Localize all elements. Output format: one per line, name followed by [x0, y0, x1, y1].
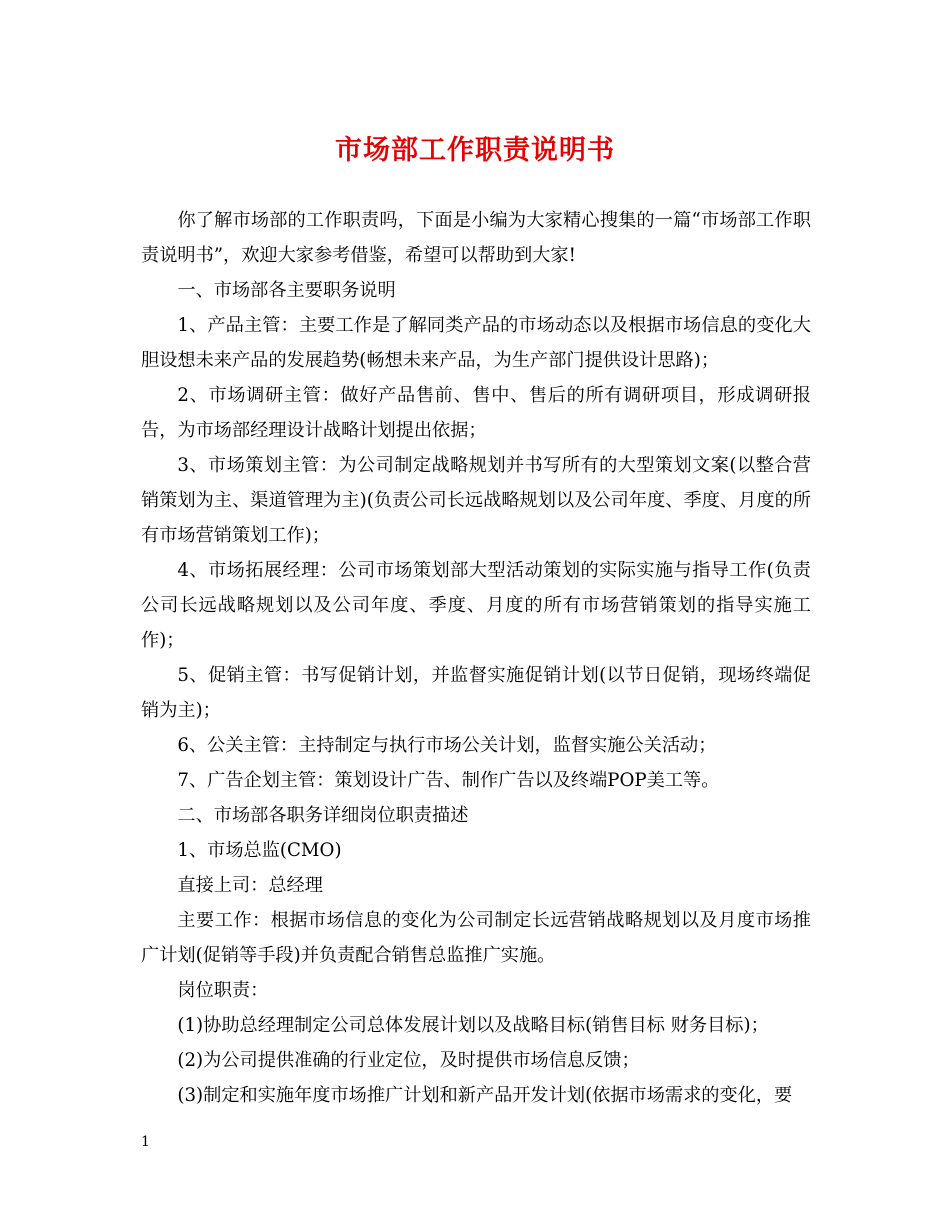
- section-heading-1: 一、市场部各主要职务说明: [177, 280, 396, 301]
- paragraph-item: 2、市场调研主管：做好产品售前、售中、售后的所有调研项目，形成调研报告，为市场部经理设计战略计划提出依据；: [141, 385, 811, 441]
- paragraph-item: 主要工作：根据市场信息的变化为公司制定长远营销战略规划以及月度市场推广计划(促销等手段)并负责配合销售总监推广实施。: [141, 910, 811, 966]
- document-body: [141, 203, 811, 1113]
- paragraph-item: (2)为公司提供准确的行业定位，及时提供市场信息反馈；: [177, 1050, 640, 1071]
- paragraph-item: 4、市场拓展经理：公司市场策划部大型活动策划的实际实施与指导工作(负责公司长远战略规划以及公司年度、季度、月度的所有市场营销策划的指导实施工作)；: [141, 560, 811, 651]
- paragraph-item: (1)协助总经理制定公司总体发展计划以及战略目标(销售目标 财务目标)；: [177, 1015, 769, 1036]
- paragraph-item: 1、产品主管：主要工作是了解同类产品的市场动态以及根据市场信息的变化大胆设想未来产品的发展趋势(畅想未来产品，为生产部门提供设计思路)；: [141, 315, 811, 371]
- subsection-heading: 1、市场总监(CMO): [177, 840, 342, 861]
- paragraph-item: 直接上司：总经理: [177, 875, 323, 896]
- paragraph-intro: 你了解市场部的工作职责吗，下面是小编为大家精心搜集的一篇“市场部工作职责说明书”，欢迎大家参考借鉴，希望可以帮助到大家!: [141, 210, 811, 266]
- section-heading-2: 二、市场部各职务详细岗位职责描述: [177, 805, 469, 826]
- paragraph-item: 6、公关主管：主持制定与执行市场公关计划，监督实施公关活动；: [177, 735, 717, 756]
- paragraph-item: 岗位职责：: [177, 980, 269, 1001]
- paragraph-item: 7、广告企划主管：策划设计广告、制作广告以及终端POP美工等。: [177, 770, 720, 791]
- paragraph-item: 5、促销主管：书写促销计划，并监督实施促销计划(以节日促销，现场终端促销为主)；: [141, 665, 811, 721]
- paragraph-item: (3)制定和实施年度市场推广计划和新产品开发计划(依据市场需求的变化，要: [177, 1085, 793, 1106]
- page-number: 1: [141, 1134, 150, 1150]
- paragraph-item: 3、市场策划主管：为公司制定战略规划并书写所有的大型策划文案(以整合营销策划为主、渠道管理为主)(负责公司长远战略规划以及公司年度、季度、月度的所有市场营销策划工作)；: [141, 455, 811, 546]
- document-title: 市场部工作职责说明书: [335, 135, 615, 166]
